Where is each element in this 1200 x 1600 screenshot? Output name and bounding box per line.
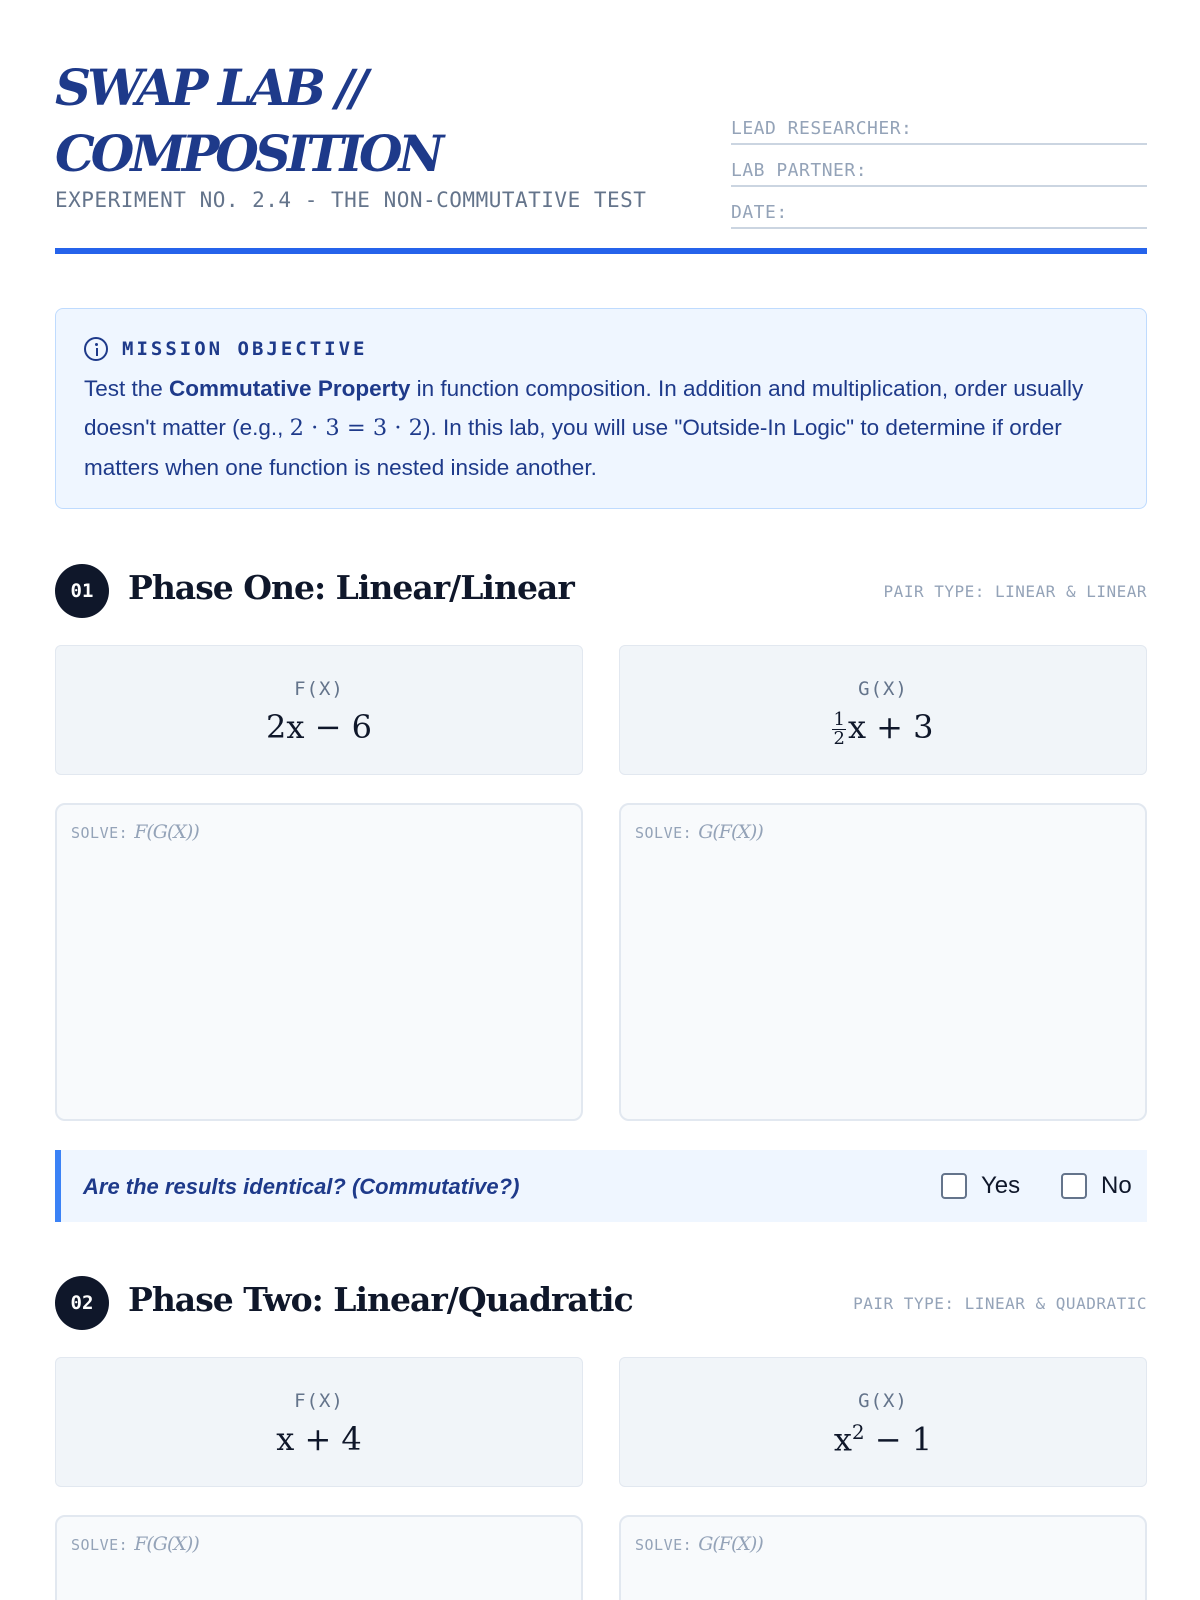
no-label: No bbox=[1101, 1172, 1132, 1199]
mission-text bbox=[84, 369, 1120, 487]
lead-researcher-field[interactable] bbox=[731, 103, 1147, 145]
phase-two-header bbox=[55, 1276, 1147, 1330]
solve-label-text: SOLVE: bbox=[635, 1536, 693, 1554]
solve-label bbox=[71, 821, 199, 843]
info-icon bbox=[84, 337, 108, 361]
phase-number-badge: 01 bbox=[55, 564, 109, 618]
solve-label-text: SOLVE: bbox=[71, 1536, 129, 1554]
f-expression: x + 4 bbox=[276, 1420, 362, 1458]
info-fields bbox=[731, 103, 1147, 229]
pair-type-label: PAIR TYPE: LINEAR & QUADRATIC bbox=[853, 1294, 1147, 1313]
phase-title: Phase Two: Linear/Quadratic bbox=[128, 1280, 633, 1319]
solve-gf-box[interactable] bbox=[619, 803, 1147, 1121]
f-label: F(X) bbox=[294, 1390, 344, 1412]
experiment-subtitle: EXPERIMENT NO. 2.4 - THE NON-COMMUTATIVE TEST bbox=[55, 188, 647, 212]
solve-label bbox=[635, 1533, 763, 1555]
phase-number-badge: 02 bbox=[55, 1276, 109, 1330]
no-option[interactable] bbox=[1061, 1172, 1132, 1200]
lab-partner-label: LAB PARTNER: bbox=[731, 160, 868, 181]
title-line-2: COMPOSITION bbox=[55, 124, 441, 183]
solve-expression: G(F(X)) bbox=[698, 821, 763, 843]
mission-objective-box bbox=[55, 308, 1147, 509]
g-label: G(X) bbox=[858, 1390, 908, 1412]
g-function-card bbox=[619, 645, 1147, 775]
mission-math: 2 · 3 = 3 · 2 bbox=[289, 415, 423, 441]
solve-fg-box[interactable] bbox=[55, 803, 583, 1121]
phase-one-header bbox=[55, 564, 1147, 618]
title-line-1: SWAP LAB // bbox=[55, 58, 365, 117]
date-label: DATE: bbox=[731, 202, 788, 223]
yes-option[interactable] bbox=[941, 1172, 1020, 1200]
f-expression: 2x − 6 bbox=[266, 708, 372, 746]
fraction-numerator: 1 bbox=[833, 709, 845, 730]
mission-text-bold: Commutative Property bbox=[169, 376, 411, 401]
f-function-card bbox=[55, 645, 583, 775]
solve-expression: F(G(X)) bbox=[134, 1533, 199, 1555]
mission-heading bbox=[84, 337, 367, 361]
g-expression bbox=[620, 708, 1146, 748]
fraction-denominator: 2 bbox=[833, 728, 845, 749]
g-expression-exponent: 2 bbox=[851, 1420, 865, 1444]
mission-text-pre: Test the bbox=[84, 376, 170, 401]
solve-fg-box[interactable] bbox=[55, 1515, 583, 1600]
g-function-card bbox=[619, 1357, 1147, 1487]
solve-label bbox=[71, 1533, 199, 1555]
no-checkbox[interactable] bbox=[1061, 1173, 1087, 1199]
worksheet-header bbox=[55, 55, 1147, 255]
commutative-question bbox=[55, 1150, 1147, 1222]
solve-label-text: SOLVE: bbox=[635, 824, 693, 842]
solve-label-text: SOLVE: bbox=[71, 824, 129, 842]
solve-label bbox=[635, 821, 763, 843]
g-label: G(X) bbox=[858, 678, 908, 700]
question-text: Are the results identical? (Commutative?) bbox=[83, 1174, 520, 1199]
mission-label: MISSION OBJECTIVE bbox=[122, 338, 368, 360]
header-divider bbox=[55, 248, 1147, 254]
solve-gf-box[interactable] bbox=[619, 1515, 1147, 1600]
f-label: F(X) bbox=[294, 678, 344, 700]
date-field[interactable] bbox=[731, 187, 1147, 229]
g-expression-base: x bbox=[833, 1420, 852, 1459]
g-expression-rest: − 1 bbox=[864, 1420, 933, 1459]
mission-text-mid: in function composition. In addition and multiplication, order usually doesn't matter (e.g., bbox=[84, 376, 1084, 440]
lab-partner-field[interactable] bbox=[731, 145, 1147, 187]
f-function-card bbox=[55, 1357, 583, 1487]
solve-expression: F(G(X)) bbox=[134, 821, 199, 843]
mission-text-post: ). In this lab, you will use "Outside-In Logic" to determine if order matters when one function is nested inside another. bbox=[84, 415, 1062, 480]
g-expression bbox=[620, 1420, 1146, 1459]
yes-checkbox[interactable] bbox=[941, 1173, 967, 1199]
solve-expression: G(F(X)) bbox=[698, 1533, 763, 1555]
fraction bbox=[832, 711, 845, 748]
g-expression-rest: x + 3 bbox=[847, 708, 934, 746]
lead-researcher-label: LEAD RESEARCHER: bbox=[731, 118, 913, 139]
phase-title: Phase One: Linear/Linear bbox=[128, 568, 574, 607]
yes-label: Yes bbox=[981, 1172, 1021, 1199]
pair-type-label: PAIR TYPE: LINEAR & LINEAR bbox=[883, 582, 1147, 601]
